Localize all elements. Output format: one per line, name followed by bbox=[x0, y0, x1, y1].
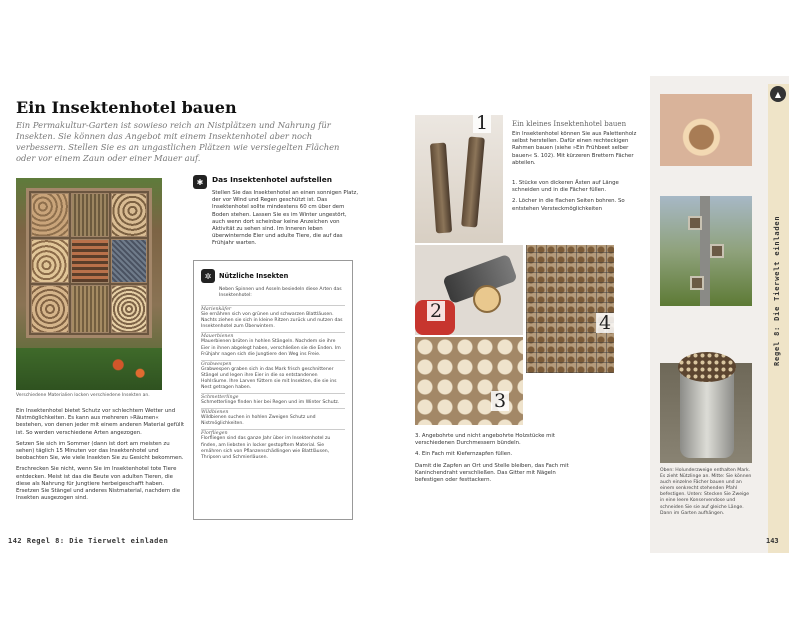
elder-twig-photo bbox=[660, 94, 752, 166]
step-number: 1 bbox=[473, 115, 491, 133]
sidebar-panel bbox=[650, 76, 789, 553]
step-photo-4 bbox=[526, 245, 614, 373]
insect-text: Schmetterlinge finden hier bei Regen und im Winter Schutz. bbox=[201, 400, 340, 406]
section-title: Das Insektenhotel aufstellen bbox=[212, 175, 332, 184]
photo-caption: Verschiedene Materialien locken verschiedene Insekten an. bbox=[16, 393, 150, 398]
page-footer-left: 142 Regel 8: Die Tierwelt einladen bbox=[8, 537, 169, 545]
insect-text: Florfliegen sind das ganze Jahr über im Insektenhotel zu finden, am liebsten in locker gestopftem Material. Sie ernähren sich von Pflanzenschädlingen wie Blattläusen, Thripsen und Schmierläusen. bbox=[201, 436, 331, 460]
lower-steps bbox=[415, 433, 575, 488]
insect-name: Grabwespen bbox=[201, 360, 345, 367]
mesh-icon: ✱ bbox=[193, 175, 207, 189]
page-footer-right: 143 bbox=[766, 537, 779, 545]
step-text: 3. Angebohrte und nicht angebohrte Holzstücke mit verschiedenen Durchmessern bündeln. bbox=[415, 433, 556, 447]
step-photo-2 bbox=[415, 245, 523, 335]
step-number: 2 bbox=[427, 301, 445, 321]
body-paragraph: Setzen Sie sich im Sommer (dann ist dort am meisten zu sehen) täglich 15 Minuten vor das Insektenhotel und beobachten Sie, wie viele Insekten Sie zu Gesicht bekommen. bbox=[16, 440, 184, 462]
box-header bbox=[201, 269, 345, 283]
box-intro: Neben Spinnen und Asseln besiedeln diese Arten das Insektenhotel: bbox=[219, 287, 342, 299]
box-title: Nützliche Insekten bbox=[219, 272, 289, 280]
step-text: 2. Löcher in die flachen Seiten bohren. So entstehen Versteckmöglichkeiten bbox=[512, 198, 625, 212]
insect-text: Sie ernähren sich von grünen und schwarzen Blattläusen. Nachts ziehen sie sich in kleine Ritzen zurück und nutzen das Insektenhotel zum Überwintern. bbox=[201, 312, 343, 330]
can-hotel-photo bbox=[660, 338, 752, 463]
insect-name: Schmetterlinge bbox=[201, 393, 345, 400]
body-paragraph: Ein Insektenhotel bietet Schutz vor schlechtem Wetter und Nistmöglichkeiten. Es kann aus mehreren »Räumen« bestehen, von denen jeder mit einem anderen Material gefüllt ist. So werden verschiedene Arten angezogen. bbox=[16, 408, 185, 436]
step-text: 1. Stücke von dickeren Ästen auf Länge schneiden und in die Fächer füllen. bbox=[512, 180, 619, 194]
step-photo-3 bbox=[415, 337, 523, 425]
insect-hotel-photo bbox=[16, 178, 162, 390]
spine-label: Regel 8: Die Tierwelt einladen bbox=[773, 215, 781, 366]
insect-icon: ✲ bbox=[201, 269, 215, 283]
sidebar-caption: Oben: Holunderzweige enthalten Mark. Es zieht Nützlinge an. Mitte: Sie können auch einzelne Fächer bauen und an einem senkrecht stehenden Pfahl befestigen. Unten: Stecken Sie Zweige in eine leere Konservendose und schneiden Sie sie auf gleiche Länge. Dann im Garten aufhängen. bbox=[660, 468, 752, 516]
insect-text: Grabwespen graben sich in das Mark frisch geschnittener Stängel und legen ihre Eier in die so entstandenen Hohlräume. Ihre Larven füttern sie mit Insekten, die sie ins Nest getragen haben. bbox=[201, 366, 337, 391]
insect-text: Mauerbienen brüten in hohlen Stängeln. Nachdem sie ihre Eier in ihnen abgelegt haben, verschließen sie die Enden. Im Frühjahr nagen sich die Jungtiere den Weg ins Freie. bbox=[201, 339, 341, 357]
sub-title: Ein kleines Insektenhotel bauen bbox=[512, 120, 627, 128]
insects-box bbox=[193, 260, 353, 520]
step-text: Damit die Zapfen an Ort und Stelle bleiben, das Fach mit Kaninchendraht verschließen. Das Gitter mit Nägeln befestigen oder festtackern. bbox=[415, 462, 569, 484]
sub-body: Ein Insektenhotel können Sie aus Palettenholz selbst herstellen. Dafür einen rechteckigen Rahmen bauen (siehe »Ein Frühbeet selber bauen« S. 102). Mit kürzeren Brettern Fächer abteilen. bbox=[512, 131, 637, 166]
insect-name: Marienkäfer bbox=[201, 305, 345, 312]
lead-paragraph: Ein Permakultur-Garten ist sowieso reich an Nistplätzen und Nahrung für Insekten. Sie können das Angebot mit einem Insektenhotel aber noch verbessern. Stellen Sie es an ungastlichen Plätzen wie versiegelten Flächen oder vor einem Zaun oder einer Mauer auf. bbox=[16, 120, 340, 163]
post-hotel-photo bbox=[660, 196, 752, 306]
page-title: Ein Insektenhotel bauen bbox=[16, 98, 237, 117]
step-text: 4. Ein Fach mit Kiefernzapfen füllen. bbox=[415, 451, 513, 458]
step-photo-1 bbox=[415, 115, 503, 243]
section-body: Stellen Sie das Insektenhotel an einen sonnigen Platz, der vor Wind und Regen geschützt ist. Das Insektenhotel sollte mindestens 60 cm über dem Boden stehen. Lassen Sie es im Winter ungestört, auch wenn dort scheinbar keine Anzeichen von Aktivität zu sehen sind. Im Inneren leben überwinternde Eier und adulte Tiere, die auf das Frühjahr warten. bbox=[212, 190, 359, 247]
hotel-frame bbox=[26, 188, 152, 338]
insect-icon: ▲ bbox=[770, 86, 786, 102]
body-paragraph: Erschrecken Sie nicht, wenn Sie im Insektenhotel tote Tiere entdecken. Meist ist das die Beute von adulten Tieren, die diese als Nahrung für Jungtiere herbeigeschafft haben. Ersetzen Sie Stängel und anderes Nistmaterial, nachdem die Insekten ausgezogen sind. bbox=[16, 466, 181, 502]
step-number: 4 bbox=[596, 313, 614, 333]
insect-name: Mauerbienen bbox=[201, 332, 345, 339]
insect-list bbox=[201, 305, 345, 461]
left-body-text bbox=[16, 408, 186, 506]
insect-text: Wildbienen suchen in hohlen Zweigen Schutz und Nistmöglichkeiten. bbox=[201, 415, 316, 427]
steps-list bbox=[512, 180, 647, 217]
insect-name: Wildbienen bbox=[201, 408, 345, 415]
insect-name: Florfliegen bbox=[201, 429, 345, 436]
step-number: 3 bbox=[491, 391, 509, 411]
